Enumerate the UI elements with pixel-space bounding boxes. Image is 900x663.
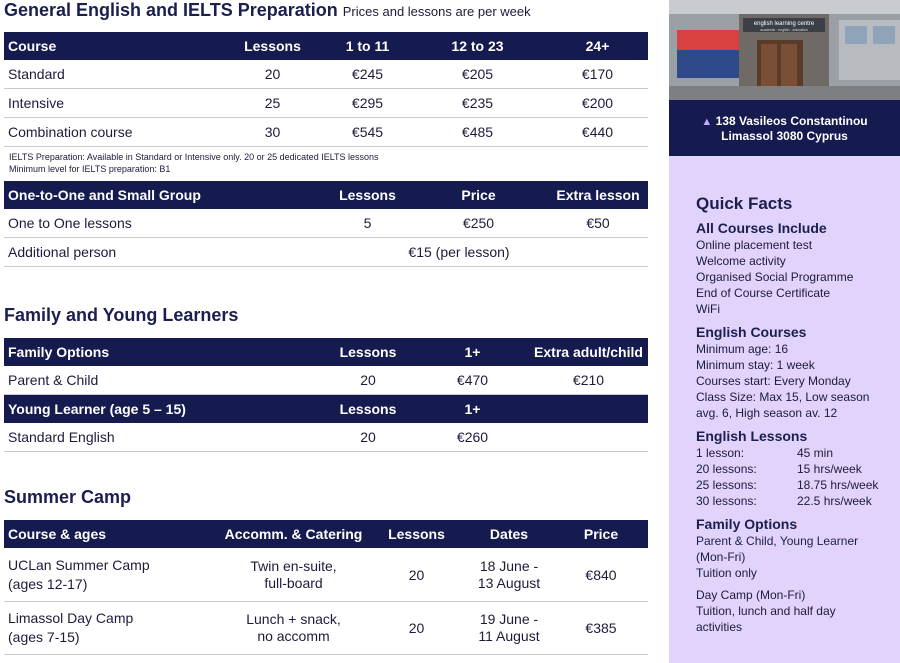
col-header-1-plus: 1+ [416, 338, 529, 366]
lesson-hours: 22.5 hrs/week [797, 494, 872, 508]
col-header-extra-lesson: Extra lesson [548, 181, 648, 209]
camp-dates [464, 548, 554, 602]
date-line: 18 June - [479, 557, 539, 574]
col-header-accomm: Accomm. & Catering [218, 520, 369, 548]
list-item: End of Course Certificate [696, 286, 831, 300]
quick-facts-panel [669, 156, 900, 663]
family-table [4, 338, 648, 452]
camp-accommodation [218, 548, 369, 602]
date-line: 11 August [478, 628, 540, 644]
col-header-12-to-23: 12 to 23 [408, 32, 547, 60]
lessons-value: 20 [369, 548, 464, 602]
list-item: Class Size: Max 15, Low season [696, 390, 870, 404]
table-row [4, 366, 648, 395]
summer-camp-table [4, 520, 648, 655]
camp-course [4, 602, 218, 655]
list-item [696, 477, 896, 493]
list-item: Courses start: Every Monday [696, 374, 851, 388]
family-options-days: (Mon-Fri) [696, 550, 746, 564]
price-value: €245 [327, 60, 408, 89]
english-lessons-group [696, 428, 896, 509]
family-options-group [696, 516, 896, 635]
col-header-course-ages: Course & ages [4, 520, 218, 548]
lesson-count: 1 lesson: [696, 446, 745, 460]
col-header-1-to-11: 1 to 11 [327, 32, 408, 60]
camp-ages: (ages 7-15) [8, 629, 80, 645]
address-box [669, 100, 900, 156]
price-value: €200 [547, 89, 648, 118]
lesson-hours: 15 hrs/week [797, 462, 862, 476]
list-item: Tuition, lunch and half day [696, 604, 836, 618]
price-value: €260 [416, 423, 529, 452]
table-row [4, 238, 648, 267]
col-header-lessons: Lessons [320, 395, 416, 424]
camp-accommodation [218, 602, 369, 655]
all-courses-heading: All Courses Include [696, 220, 827, 236]
accomm-line: full-board [264, 574, 323, 591]
family-options-heading: Family Options [696, 516, 798, 532]
ielts-note [9, 151, 379, 175]
price-value: €170 [547, 60, 648, 89]
col-header-dates: Dates [464, 520, 554, 548]
location-pin-icon: ▲ [701, 116, 713, 128]
price-value: €545 [327, 118, 408, 147]
price-value: €295 [327, 89, 408, 118]
list-item [696, 445, 896, 461]
list-item [696, 461, 896, 477]
course-name: Intensive [4, 89, 218, 118]
address-line-2: Limassol 3080 Cyprus [721, 129, 848, 143]
price-value: €440 [547, 118, 648, 147]
family-section-title: Family and Young Learners [4, 305, 239, 325]
price-value: €485 [408, 118, 547, 147]
general-english-table [4, 32, 648, 147]
date-line: 19 June - [479, 611, 539, 627]
camp-ages: (ages 12-17) [8, 575, 88, 592]
lessons-value: 20 [218, 60, 327, 89]
extra-price-value: €210 [529, 366, 648, 395]
price-value: €470 [416, 366, 529, 395]
family-options-sub: Parent & Child, Young Learner [696, 534, 859, 548]
address-line-1: 138 Vasileos Constantinou [715, 114, 868, 128]
list-item: Online placement test [696, 238, 813, 252]
accomm-line: no accomm [257, 628, 330, 644]
list-item: avg. 6, High season av. 12 [696, 406, 838, 420]
course-name: Additional person [4, 238, 326, 267]
col-header-24-plus: 24+ [547, 32, 648, 60]
table-row [4, 209, 648, 238]
price-value: €250 [409, 209, 548, 238]
lesson-count: 25 lessons: [696, 478, 757, 492]
price-value: €840 [554, 548, 648, 602]
list-item: Minimum age: 16 [696, 342, 789, 356]
header-blank [529, 395, 648, 424]
col-header-lessons: Lessons [320, 338, 416, 366]
list-item: activities [696, 620, 743, 634]
table-row [4, 548, 648, 602]
camp-name: Limassol Day Camp [8, 610, 134, 626]
general-section-title [4, 0, 531, 21]
one-to-one-table [4, 181, 648, 267]
english-courses-group [696, 324, 896, 421]
extra-lesson-value: €50 [548, 209, 648, 238]
course-name: Standard English [4, 423, 320, 452]
col-header-lessons: Lessons [326, 181, 409, 209]
lesson-count: 30 lessons: [696, 494, 757, 508]
lessons-value: 20 [369, 602, 464, 655]
table-row [4, 60, 648, 89]
price-value: €235 [408, 89, 547, 118]
list-item: Minimum stay: 1 week [696, 358, 815, 372]
lessons-value: 25 [218, 89, 327, 118]
col-header-one-to-one: One-to-One and Small Group [4, 181, 326, 209]
col-header-course: Course [4, 32, 218, 60]
english-lessons-heading: English Lessons [696, 428, 808, 444]
accomm-line: Lunch + snack, [246, 611, 341, 627]
col-header-price: Price [554, 520, 648, 548]
col-header-family-options: Family Options [4, 338, 320, 366]
table-row [4, 118, 648, 147]
quick-facts-title: Quick Facts [696, 194, 793, 213]
list-item: Organised Social Programme [696, 270, 854, 284]
price-value: €385 [554, 602, 648, 655]
sign-subtext: academic · english · education [760, 28, 808, 32]
sign-text: english learning centre [753, 21, 815, 27]
list-item: Welcome activity [696, 254, 786, 268]
col-header-price: Price [409, 181, 548, 209]
lessons-value: 20 [320, 423, 416, 452]
building-illustration [669, 0, 900, 100]
additional-person-price: €15 (per lesson) [326, 238, 648, 267]
ielts-level-note: Minimum level for IELTS preparation: B1 [9, 164, 171, 174]
ielts-note-line: IELTS Preparation: Available in Standard or Intensive only. 20 or 25 dedicated IELTS lessons [9, 152, 379, 162]
accomm-line: Twin en-suite, [250, 557, 337, 574]
general-subtitle: Prices and lessons are per week [342, 4, 531, 19]
lesson-count: 20 lessons: [696, 462, 757, 476]
lesson-hours: 45 min [797, 446, 834, 460]
lesson-hours: 18.75 hrs/week [797, 478, 879, 492]
school-building-photo [669, 0, 900, 100]
table-row [4, 89, 648, 118]
col-header-1-plus: 1+ [416, 395, 529, 424]
all-courses-group [696, 220, 896, 317]
lessons-value: 30 [218, 118, 327, 147]
lessons-value: 5 [326, 209, 409, 238]
list-item [696, 493, 896, 509]
summer-section-title: Summer Camp [4, 487, 132, 507]
course-name: One to One lessons [4, 209, 326, 238]
camp-name: UCLan Summer Camp [8, 556, 150, 573]
day-camp-heading: Day Camp (Mon-Fri) [696, 588, 806, 602]
course-name: Parent & Child [4, 366, 320, 395]
date-line: 13 August [477, 574, 541, 591]
price-value: €205 [408, 60, 547, 89]
camp-dates [464, 602, 554, 655]
empty-cell [529, 423, 648, 452]
col-header-young-learner: Young Learner (age 5 – 15) [4, 395, 320, 424]
table-row [4, 423, 648, 452]
table-row [4, 602, 648, 655]
col-header-lessons: Lessons [369, 520, 464, 548]
list-item: WiFi [696, 302, 720, 316]
col-header-extra-adult-child: Extra adult/child [529, 338, 648, 366]
course-name: Combination course [4, 118, 218, 147]
col-header-lessons: Lessons [218, 32, 327, 60]
general-title: General English and IELTS Preparation [4, 0, 338, 20]
lessons-value: 20 [320, 366, 416, 395]
camp-course [4, 548, 218, 602]
list-item: Tuition only [696, 566, 757, 580]
english-courses-heading: English Courses [696, 324, 807, 340]
course-name: Standard [4, 60, 218, 89]
